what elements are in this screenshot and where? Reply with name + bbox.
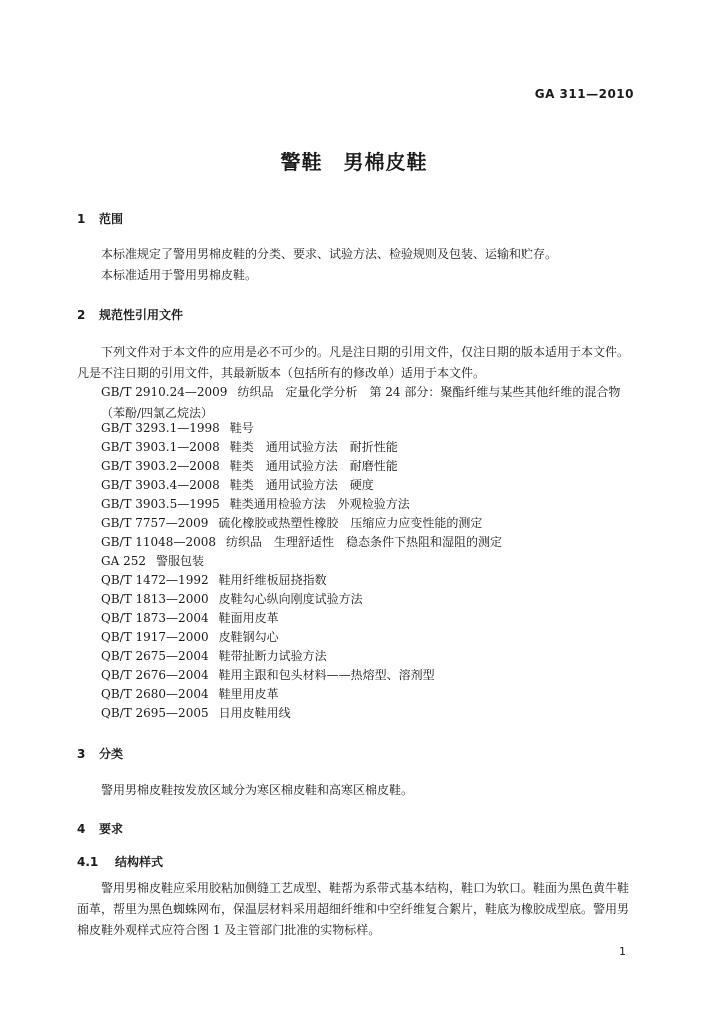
reference-code: QB/T 1917—2000 — [101, 630, 209, 644]
standard-number: GA 311—2010 — [534, 87, 634, 101]
reference-code: QB/T 1873—2004 — [101, 611, 209, 625]
references-intro-paragraph: 下列文件对于本文件的应用是必不可少的。凡是注日期的引用文件，仅注日期的版本适用于本文件。凡是不注日期的引用文件，其最新版本（包括所有的修改单）适用于本文件。 — [77, 345, 630, 380]
reference-item — [101, 552, 502, 571]
reference-title: 日用皮鞋用线 — [218, 706, 291, 720]
section-number: 4 — [77, 822, 86, 836]
reference-title: 鞋用纤维板屈挠指数 — [218, 573, 327, 587]
reference-title: 纺织品 定量化学分析 第 24 部分：聚酯纤维与某些其他纤维的混合物（苯酚/四氯乙烷法） — [101, 385, 621, 420]
reference-title: 鞋类通用检验方法 外观检验方法 — [229, 497, 410, 511]
reference-code: QB/T 2676—2004 — [101, 668, 209, 682]
reference-list — [101, 413, 502, 723]
reference-item — [101, 514, 502, 533]
scope-paragraph-2: 本标准适用于警用男棉皮鞋。 — [101, 268, 258, 282]
reference-item — [101, 495, 502, 514]
reference-title: 鞋类 通用试验方法 耐磨性能 — [229, 459, 398, 473]
page-number: 1 — [619, 945, 626, 958]
reference-code: GB/T 3903.4—2008 — [101, 478, 220, 492]
reference-title: 鞋类 通用试验方法 硬度 — [229, 478, 374, 492]
reference-code: QB/T 1813—2000 — [101, 592, 209, 606]
reference-code: GB/T 7757—2009 — [101, 516, 209, 530]
reference-title: 纺织品 生理舒适性 稳态条件下热阻和湿阻的测定 — [225, 535, 502, 549]
section-heading-classification — [77, 745, 123, 762]
section-number: 2 — [77, 308, 86, 322]
section-heading-scope — [77, 210, 123, 227]
reference-code: GB/T 2910.24—2009 — [101, 385, 228, 399]
reference-title: 鞋带扯断力试验方法 — [218, 649, 327, 663]
reference-title: 鞋里用皮革 — [218, 687, 279, 701]
reference-title: 硫化橡胶或热塑性橡胶 压缩应力应变性能的测定 — [218, 516, 483, 530]
section-heading-references — [77, 306, 183, 323]
reference-title: 鞋类 通用试验方法 耐折性能 — [229, 440, 398, 454]
section-title: 要求 — [99, 822, 124, 836]
reference-item — [101, 457, 502, 476]
reference-item — [101, 438, 502, 457]
reference-item — [101, 571, 502, 590]
reference-title: 皮鞋钢勾心 — [218, 630, 279, 644]
section-number: 1 — [77, 212, 86, 226]
reference-code: GB/T 3903.2—2008 — [101, 459, 220, 473]
reference-item — [101, 685, 502, 704]
structure-paragraph: 警用男棉皮鞋应采用胶粘加侧缝工艺成型、鞋帮为系带式基本结构，鞋口为软口。鞋面为黑色黄牛鞋面革，帮里为黑色蜘蛛网布，保温层材料采用超细纤维和中空纤维复合絮片，鞋底为橡胶成型底。警用男棉皮鞋外观样式应符合图 1 及主管部门批准的实物标样。 — [77, 881, 630, 937]
scope-paragraph-1: 本标准规定了警用男棉皮鞋的分类、要求、试验方法、检验规则及包装、运输和贮存。 — [101, 247, 558, 261]
reference-item — [101, 590, 502, 609]
reference-code: GB/T 3293.1—1998 — [101, 421, 220, 435]
reference-title: 皮鞋勾心纵向刚度试验方法 — [218, 592, 363, 606]
reference-code: GA 252 — [101, 554, 146, 568]
reference-code: GB/T 3903.1—2008 — [101, 440, 220, 454]
reference-code: GB/T 3903.5—1995 — [101, 497, 220, 511]
section-title: 分类 — [99, 747, 124, 761]
reference-title: 鞋号 — [229, 421, 254, 435]
section-title: 规范性引用文件 — [99, 308, 184, 322]
reference-item — [101, 533, 502, 552]
reference-code: QB/T 2675—2004 — [101, 649, 209, 663]
reference-code: QB/T 2680—2004 — [101, 687, 209, 701]
reference-item — [101, 628, 502, 647]
subsection-title: 结构样式 — [115, 855, 164, 869]
section-title: 范围 — [99, 212, 124, 226]
section-number: 3 — [77, 747, 86, 761]
reference-item — [101, 647, 502, 666]
reference-code: QB/T 2695—2005 — [101, 706, 209, 720]
reference-title: 鞋面用皮革 — [218, 611, 279, 625]
classification-paragraph: 警用男棉皮鞋按发放区域分为寒区棉皮鞋和高寒区棉皮鞋。 — [101, 783, 414, 797]
reference-item — [101, 419, 502, 438]
reference-item — [101, 704, 502, 723]
reference-title: 警服包装 — [155, 554, 204, 568]
subsection-heading-structure — [77, 853, 163, 870]
section-heading-requirements — [77, 820, 123, 837]
reference-code: GB/T 11048—2008 — [101, 535, 216, 549]
reference-title: 鞋用主跟和包头材料——热熔型、溶剂型 — [218, 668, 435, 682]
reference-item — [101, 666, 502, 685]
subsection-number: 4.1 — [77, 855, 99, 869]
document-title: 警鞋 男棉皮鞋 — [280, 150, 428, 174]
reference-item — [101, 476, 502, 495]
reference-item — [101, 609, 502, 628]
reference-code: QB/T 1472—1992 — [101, 573, 209, 587]
